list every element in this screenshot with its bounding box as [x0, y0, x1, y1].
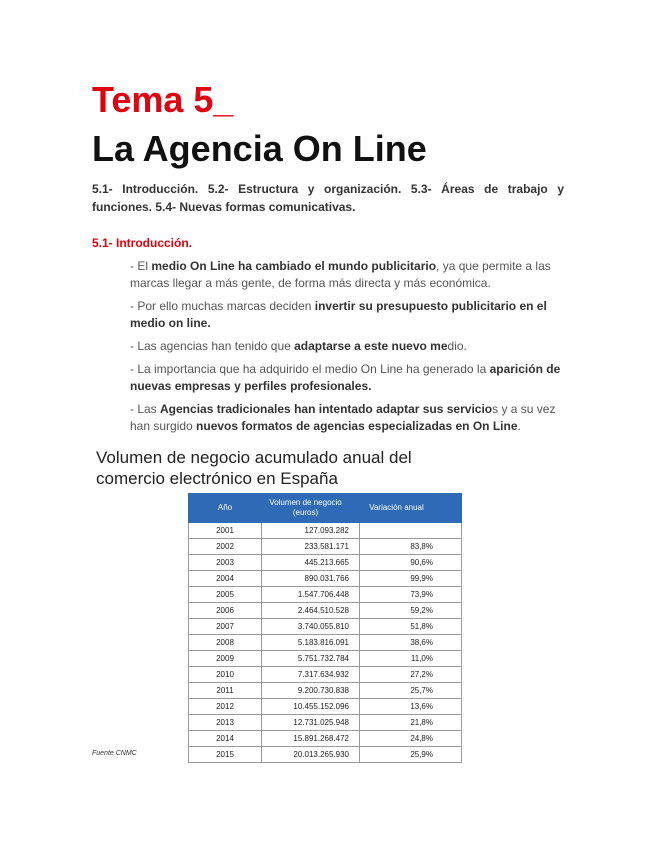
bullet-text: dio.: [447, 339, 467, 353]
cell-variation: 99,9%: [360, 571, 462, 587]
cell-volume: 3.740.055.810: [262, 619, 360, 635]
intro-summary: 5.1- Introducción. 5.2- Estructura y organización. 5.3- Áreas de trabajo y funciones. 5.4- Nuevas formas comunicativas.: [92, 182, 564, 214]
table-row: [189, 667, 462, 683]
bullet-text: , ya que permite a las marcas llegar a más gente, de forma más directa y más económica.: [130, 259, 551, 290]
cell-volume: 127.093.282: [262, 523, 360, 539]
table-body: [189, 523, 462, 763]
cell-volume: 5.751.732.784: [262, 651, 360, 667]
table-row: [189, 651, 462, 667]
table-row: [189, 587, 462, 603]
table-row: [189, 603, 462, 619]
cell-volume: 445.213.665: [262, 555, 360, 571]
cell-volume: 890.031.766: [262, 571, 360, 587]
table-row: [189, 699, 462, 715]
cell-variation: 13,6%: [360, 699, 462, 715]
bullet-text: - Las agencias han tenido que: [130, 339, 295, 353]
table-row: [189, 635, 462, 651]
cell-variation: 25,7%: [360, 683, 462, 699]
cell-variation: [360, 523, 462, 539]
cell-year: 2015: [189, 747, 262, 763]
table-row: [189, 571, 462, 587]
bullet-item: [130, 361, 566, 395]
tema-heading: Tema 5_: [92, 79, 234, 120]
bullet-bold-text: aparición de nuevas empresas y perfiles profesionales.: [130, 362, 561, 393]
bullet-text: - La importancia que ha adquirido el medio On Line ha generado la: [130, 362, 490, 376]
table-row: [189, 731, 462, 747]
col-header-volume: Volumen de negocio (euros): [262, 494, 360, 523]
bullet-bold-text: adaptarse a este nuevo me: [294, 339, 448, 353]
table-row: [189, 715, 462, 731]
bullet-item: [130, 298, 566, 332]
cell-year: 2006: [189, 603, 262, 619]
table-header-row: [189, 494, 462, 523]
bullet-text: - El: [130, 259, 152, 273]
bullet-text: - Las: [130, 402, 161, 416]
cell-variation: 25,9%: [360, 747, 462, 763]
cell-variation: 90,6%: [360, 555, 462, 571]
cell-year: 2002: [189, 539, 262, 555]
cell-volume: 10.455.152.096: [262, 699, 360, 715]
cell-year: 2009: [189, 651, 262, 667]
table-row: [189, 539, 462, 555]
cell-year: 2005: [189, 587, 262, 603]
cell-volume: 9.200.730.838: [262, 683, 360, 699]
cell-variation: 51,8%: [360, 619, 462, 635]
cell-year: 2008: [189, 635, 262, 651]
cell-volume: 2.464.510.528: [262, 603, 360, 619]
cell-variation: 21,8%: [360, 715, 462, 731]
bullet-text: s y a su vez han surgido: [130, 402, 556, 433]
cell-variation: 27,2%: [360, 667, 462, 683]
source-note: Fuente CNMC: [92, 750, 137, 757]
table-title: Volumen de negocio acumulado anual del comercio electrónico en España: [96, 448, 412, 488]
bullet-item: [130, 401, 566, 435]
bullet-item: [130, 338, 566, 355]
bullet-bold-text: nuevos formatos de agencias especializadas en On Line: [196, 419, 518, 433]
bullet-list: [130, 258, 566, 441]
table-row: [189, 619, 462, 635]
cell-volume: 1.547.706.448: [262, 587, 360, 603]
cell-year: 2014: [189, 731, 262, 747]
table-row: [189, 683, 462, 699]
cell-volume: 7.317.634.932: [262, 667, 360, 683]
cell-variation: 38,6%: [360, 635, 462, 651]
page-title: La Agencia On Line: [92, 128, 427, 169]
cell-year: 2001: [189, 523, 262, 539]
cell-volume: 20.013.265.930: [262, 747, 360, 763]
cell-volume: 12.731.025.948: [262, 715, 360, 731]
bullet-bold-text: invertir su presupuesto publicitario en el medio on line.: [130, 299, 547, 330]
cell-variation: 11,0%: [360, 651, 462, 667]
cell-year: 2004: [189, 571, 262, 587]
bullet-item: [130, 258, 566, 292]
cell-variation: 59,2%: [360, 603, 462, 619]
bullet-text: .: [517, 419, 521, 433]
cell-year: 2010: [189, 667, 262, 683]
cell-year: 2011: [189, 683, 262, 699]
cell-volume: 5.183.816.091: [262, 635, 360, 651]
table-row: [189, 523, 462, 539]
col-header-year: Año: [189, 494, 262, 523]
table-row: [189, 555, 462, 571]
cell-variation: 83,8%: [360, 539, 462, 555]
section-heading: 5.1- Introducción.: [92, 236, 193, 250]
bullet-text: - Por ello muchas marcas deciden: [130, 299, 315, 313]
cell-variation: 24,8%: [360, 731, 462, 747]
cell-year: 2003: [189, 555, 262, 571]
col-header-variation: Variación anual: [360, 494, 462, 523]
cell-volume: 233.581.171: [262, 539, 360, 555]
cell-year: 2013: [189, 715, 262, 731]
bullet-bold-text: medio On Line ha cambiado el mundo publicitario: [151, 259, 437, 273]
bullet-bold-text: Agencias tradicionales han intentado adaptar sus servicio: [160, 402, 493, 416]
cell-year: 2012: [189, 699, 262, 715]
table-row: [189, 747, 462, 763]
cell-variation: 73,9%: [360, 587, 462, 603]
cell-volume: 15.891.268.472: [262, 731, 360, 747]
ecommerce-table: [188, 493, 462, 763]
cell-year: 2007: [189, 619, 262, 635]
